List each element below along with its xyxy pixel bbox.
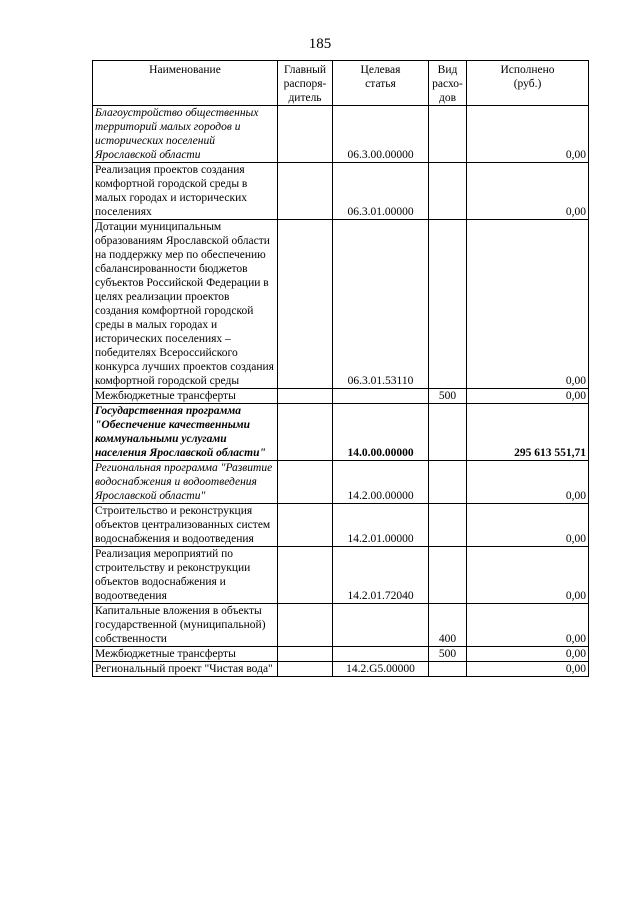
table-row — [93, 662, 589, 677]
row-amount: 0,00 — [467, 504, 589, 547]
table-row — [93, 404, 589, 461]
row-code: 14.2.01.00000 — [333, 504, 429, 547]
row-chief — [278, 547, 333, 604]
table-row — [93, 220, 589, 389]
row-name: Реализация мероприятий по строительству и реконструкции объектов водоснабжения и водоотведения — [93, 547, 278, 604]
row-amount: 0,00 — [467, 163, 589, 220]
row-name: Строительство и реконструкция объектов централизованных систем водоснабжения и водоотведения — [93, 504, 278, 547]
row-name: Межбюджетные трансферты — [93, 389, 278, 404]
row-name: Межбюджетные трансферты — [93, 647, 278, 662]
row-chief — [278, 504, 333, 547]
row-name: Реализация проектов создания комфортной городской среды в малых городах и исторических поселениях — [93, 163, 278, 220]
row-code — [333, 647, 429, 662]
table-row — [93, 389, 589, 404]
table-row — [93, 604, 589, 647]
table-row — [93, 647, 589, 662]
row-kind: 500 — [429, 647, 467, 662]
header-target: Целевая статья — [333, 61, 429, 106]
header-chief: Главный распоря- дитель — [278, 61, 333, 106]
row-code: 06.3.01.00000 — [333, 163, 429, 220]
row-code: 14.2.G5.00000 — [333, 662, 429, 677]
table-row — [93, 106, 589, 163]
row-code: 14.0.00.00000 — [333, 404, 429, 461]
row-code: 14.2.01.72040 — [333, 547, 429, 604]
row-kind — [429, 220, 467, 389]
row-name: Капитальные вложения в объекты государственной (муниципальной) собственности — [93, 604, 278, 647]
row-kind — [429, 662, 467, 677]
page-number: 185 — [308, 36, 332, 52]
row-name: Благоустройство общественных территорий малых городов и исторических поселений Ярославской области — [93, 106, 278, 163]
table-row — [93, 547, 589, 604]
row-amount: 0,00 — [467, 220, 589, 389]
row-kind — [429, 163, 467, 220]
row-kind — [429, 106, 467, 163]
row-amount: 295 613 551,71 — [467, 404, 589, 461]
row-amount: 0,00 — [467, 547, 589, 604]
row-code: 14.2.00.00000 — [333, 461, 429, 504]
row-amount: 0,00 — [467, 389, 589, 404]
header-executed: Исполнено (руб.) — [467, 61, 589, 106]
row-chief — [278, 220, 333, 389]
row-code — [333, 389, 429, 404]
row-kind — [429, 547, 467, 604]
table-row — [93, 163, 589, 220]
row-amount: 0,00 — [467, 604, 589, 647]
row-chief — [278, 163, 333, 220]
row-code — [333, 604, 429, 647]
budget-table — [92, 60, 589, 677]
table-row — [93, 461, 589, 504]
row-name: Государственная программа "Обеспечение качественными коммунальными услугами населения Ярославской области" — [93, 404, 278, 461]
row-kind: 400 — [429, 604, 467, 647]
row-amount: 0,00 — [467, 106, 589, 163]
table-row — [93, 504, 589, 547]
header-kind: Вид расхо- дов — [429, 61, 467, 106]
row-name: Региональный проект "Чистая вода" — [93, 662, 278, 677]
row-chief — [278, 404, 333, 461]
row-amount: 0,00 — [467, 662, 589, 677]
row-amount: 0,00 — [467, 647, 589, 662]
row-name: Дотации муниципальным образованиям Ярославской области на поддержку мер по обеспечению сбалансированности бюджетов субъектов Российской Федерации в целях реализации проектов создания комфортной городской среды в малых городах и исторических поселениях – победителях Всероссийского конкурса лучших проектов создания комфортной городской среды — [93, 220, 278, 389]
table-header-row — [93, 61, 589, 106]
row-kind — [429, 504, 467, 547]
row-chief — [278, 461, 333, 504]
row-kind: 500 — [429, 389, 467, 404]
row-chief — [278, 604, 333, 647]
header-name: Наименование — [93, 61, 278, 106]
row-amount: 0,00 — [467, 461, 589, 504]
row-name: Региональная программа "Развитие водоснабжения и водоотведения Ярославской области" — [93, 461, 278, 504]
row-kind — [429, 461, 467, 504]
row-chief — [278, 647, 333, 662]
row-chief — [278, 662, 333, 677]
row-chief — [278, 389, 333, 404]
row-code: 06.3.01.53110 — [333, 220, 429, 389]
row-code: 06.3.00.00000 — [333, 106, 429, 163]
row-chief — [278, 106, 333, 163]
row-kind — [429, 404, 467, 461]
